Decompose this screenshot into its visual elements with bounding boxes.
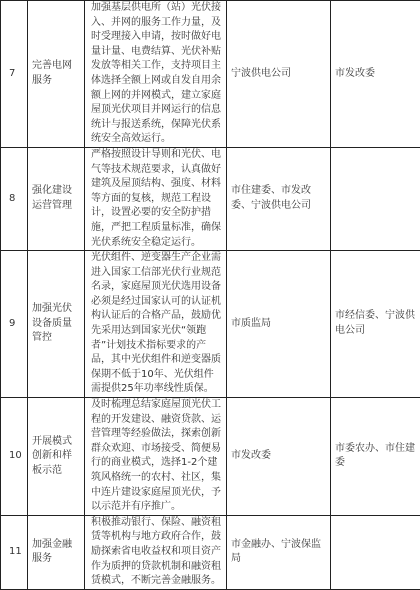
coop-unit: 市经信委、宁波供电公司 [331, 251, 420, 398]
task-name: 加强光伏设备质量管控 [28, 251, 85, 398]
task-content: 光伏组件、逆变器生产企业需进入国家工信部光伏行业规范名录，家庭屋顶光伏选用设备必须是经过国家认可的认证机构认证后的合格产品，鼓励优先采用达到国家光伏“领跑者”计划技术指标要求的产品，其中光伏组件和逆变器质保期不低于10年、光伏组件需提供25年功率线性质保。 [85, 251, 227, 398]
coop-unit: 市委农办、市住建委 [331, 398, 420, 516]
table-row [1, 515, 420, 589]
coop-unit [331, 147, 420, 250]
task-content: 积极推动银行、保险、融资租赁等机构与地方政府合作，鼓励探索省电收益权和项目资产作为质押的贷款机制和融资租赁模式，不断完善金融服务。 [85, 515, 227, 589]
coop-unit [331, 515, 420, 589]
lead-unit: 市金融办、宁波保监局 [227, 515, 331, 589]
task-content: 及时梳理总结家庭屋顶光伏工程的开发建设、融资贷款、运营管理等经验做法，探索创新群众欢迎、市场接受、简便易行的商业模式，选择1-2个建筑风格统一的农村、社区，集中连片建设家庭屋顶光伏，予以示范并有序推广。 [85, 398, 227, 516]
table-row [1, 1, 420, 148]
task-name: 加强金融服务 [28, 515, 85, 589]
task-content: 严格按照设计导则和光伏、电气等技术规范要求，认真做好建筑及屋顶结构、强度、材料等方面的复核，规范工程设计，设置必要的安全防护措施，严把工程质量标准，确保光伏系统安全稳定运行。 [85, 147, 227, 250]
task-name: 完善电网服务 [28, 1, 85, 148]
row-index: 9 [1, 251, 28, 398]
lead-unit: 市住建委、市发改委、宁波供电公司 [227, 147, 331, 250]
row-index: 10 [1, 398, 28, 516]
task-name: 强化建设运营管理 [28, 147, 85, 250]
coop-unit: 市发改委 [331, 1, 420, 148]
table-row [1, 251, 420, 398]
lead-unit: 市质监局 [227, 251, 331, 398]
row-index: 11 [1, 515, 28, 589]
table-row [1, 398, 420, 516]
task-name: 开展模式创新和样板示范 [28, 398, 85, 516]
row-index: 8 [1, 147, 28, 250]
row-index: 7 [1, 1, 28, 148]
task-content: 加强基层供电所（站）光伏接入、并网的服务工作力量，及时受理接入申请，按时做好电量计量、电费结算、光伏补贴发放等相关工作，支持项目主体选择全额上网或自发自用余额上网的并网模式，建立家庭屋顶光伏项目并网运行的信息统计与报送系统，保障光伏系统安全高效运行。 [85, 1, 227, 148]
table-row [1, 147, 420, 250]
lead-unit: 宁波供电公司 [227, 1, 331, 148]
lead-unit: 市发改委 [227, 398, 331, 516]
